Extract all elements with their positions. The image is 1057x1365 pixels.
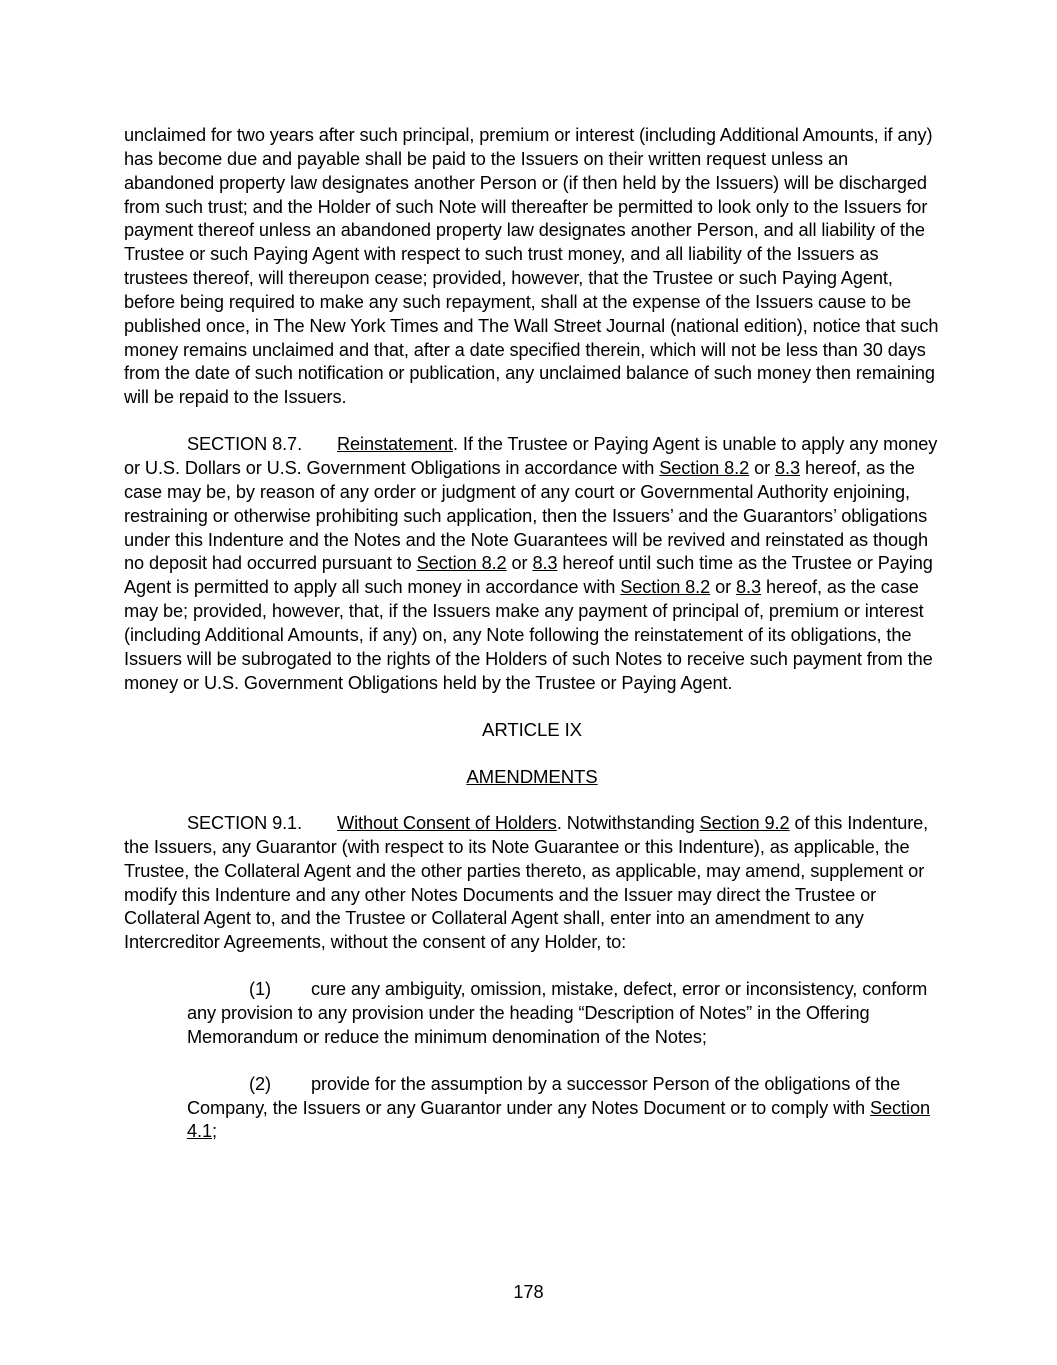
- section-text: or: [710, 577, 737, 598]
- item-text: cure any ambiguity, omission, mistake, defect, error or inconsistency, conform any provision to any provision under the heading “Description of Notes” in the Offering Memorandum or reduce the minimum denomination of the Notes;: [187, 979, 928, 1047]
- section-text: or: [749, 457, 776, 478]
- section-number: SECTION 8.7.: [187, 434, 303, 455]
- section-text: of this Indenture, the Issuers, any Guarantor (with respect to its Note Guarantee or this Indenture), as applicable, the Trustee, the Collateral Agent and the other parties thereto, as applicable, may amend, supplement or modify this Indenture and any other Notes Documents and the Issuer may direct the Trustee or Collateral Agent to, and the Trustee or Collateral Agent shall, enter into an amendment to any Intercreditor Agreements, without the consent of any Holder, to:: [124, 813, 929, 953]
- section-9-1: [124, 812, 940, 955]
- cross-reference-link[interactable]: 8.3: [775, 457, 800, 478]
- page-number: 178: [513, 1282, 544, 1302]
- section-text: or: [506, 553, 533, 574]
- section-number: SECTION 9.1.: [187, 813, 303, 834]
- section-text: . If the Trustee or Paying Agent is unable to apply any money or U.S. Dollars or U.S. Government Obligations in accordance with: [124, 434, 938, 478]
- article-title: AMENDMENTS: [466, 766, 598, 788]
- section-text: hereof until such time as the Trustee or Paying Agent is permitted to apply all such money in accordance with: [124, 553, 933, 598]
- section-8-6-continuation: unclaimed for two years after such principal, premium or interest (including Additional Amounts, if any) has become due and payable shall be paid to the Issuers on their written request unless an abandoned property law designates another Person or (if then held by the Issuers) will be discharged from such trust; and the Holder of such Note will thereafter be permitted to look only to the Issuers for payment thereof unless an abandoned property law designates another Person, and all liability of the Trustee or such Paying Agent with respect to such trust money, and all liability of the Issuers as trustees thereof, will thereupon cease; provided, however, that the Trustee or such Paying Agent, before being required to make any such repayment, shall at the expense of the Issuers cause to be published once, in The New York Times and The Wall Street Journal (national edition), notice that such money remains unclaimed and that, after a date specified therein, which will not be less than 30 days from the date of such notification or publication, any unclaimed balance of such money then remaining will be repaid to the Issuers.: [124, 125, 939, 408]
- cross-reference-link[interactable]: Section 9.2: [699, 813, 790, 834]
- cross-reference-link[interactable]: 8.3: [736, 577, 762, 598]
- item-text: provide for the assumption by a successor Person of the obligations of the Company, the Issuers or any Guarantor under any Notes Document or to comply with: [187, 1073, 901, 1118]
- document-page: [124, 124, 940, 1167]
- item-number: (1): [249, 979, 271, 1000]
- cross-reference-link[interactable]: Section 8.2: [620, 577, 711, 598]
- item-text-tail: ;: [211, 1121, 217, 1142]
- cross-reference-link[interactable]: 8.3: [532, 553, 558, 574]
- list-item: [187, 1073, 940, 1145]
- section-text: hereof, as the case may be, by reason of any order or judgment of any court or Governmental Authority enjoining, restraining or otherwise prohibiting such application, then the Issuers’ and the Guarantors’ obligations under this Indenture and the Notes and the Note Guarantees will be revived and reinstated as though no deposit had occurred pursuant to: [124, 457, 929, 574]
- section-text: . Notwithstanding: [556, 813, 700, 834]
- article-number: ARTICLE IX: [482, 719, 582, 741]
- cross-reference-link[interactable]: Section 8.2: [416, 553, 507, 574]
- section-title: Without Consent of Holders: [337, 813, 557, 834]
- item-number: (2): [249, 1073, 271, 1094]
- list-item: [187, 978, 940, 1050]
- section-text: hereof, as the case may be; provided, however, that, if the Issuers make any payment of principal of, premium or interest (including Additional Amounts, if any) on, any Note following the reinstatement of its obligations, the Issuers will be subrogated to the rights of the Holders of such Notes to receive such payment from the money or U.S. Government Obligations held by the Trustee or Paying Agent.: [124, 577, 933, 693]
- cross-reference-link[interactable]: Section 4.1: [187, 1097, 930, 1142]
- section-title: Reinstatement: [337, 434, 453, 455]
- section-8-7: [124, 433, 940, 695]
- cross-reference-link[interactable]: Section 8.2: [659, 457, 750, 478]
